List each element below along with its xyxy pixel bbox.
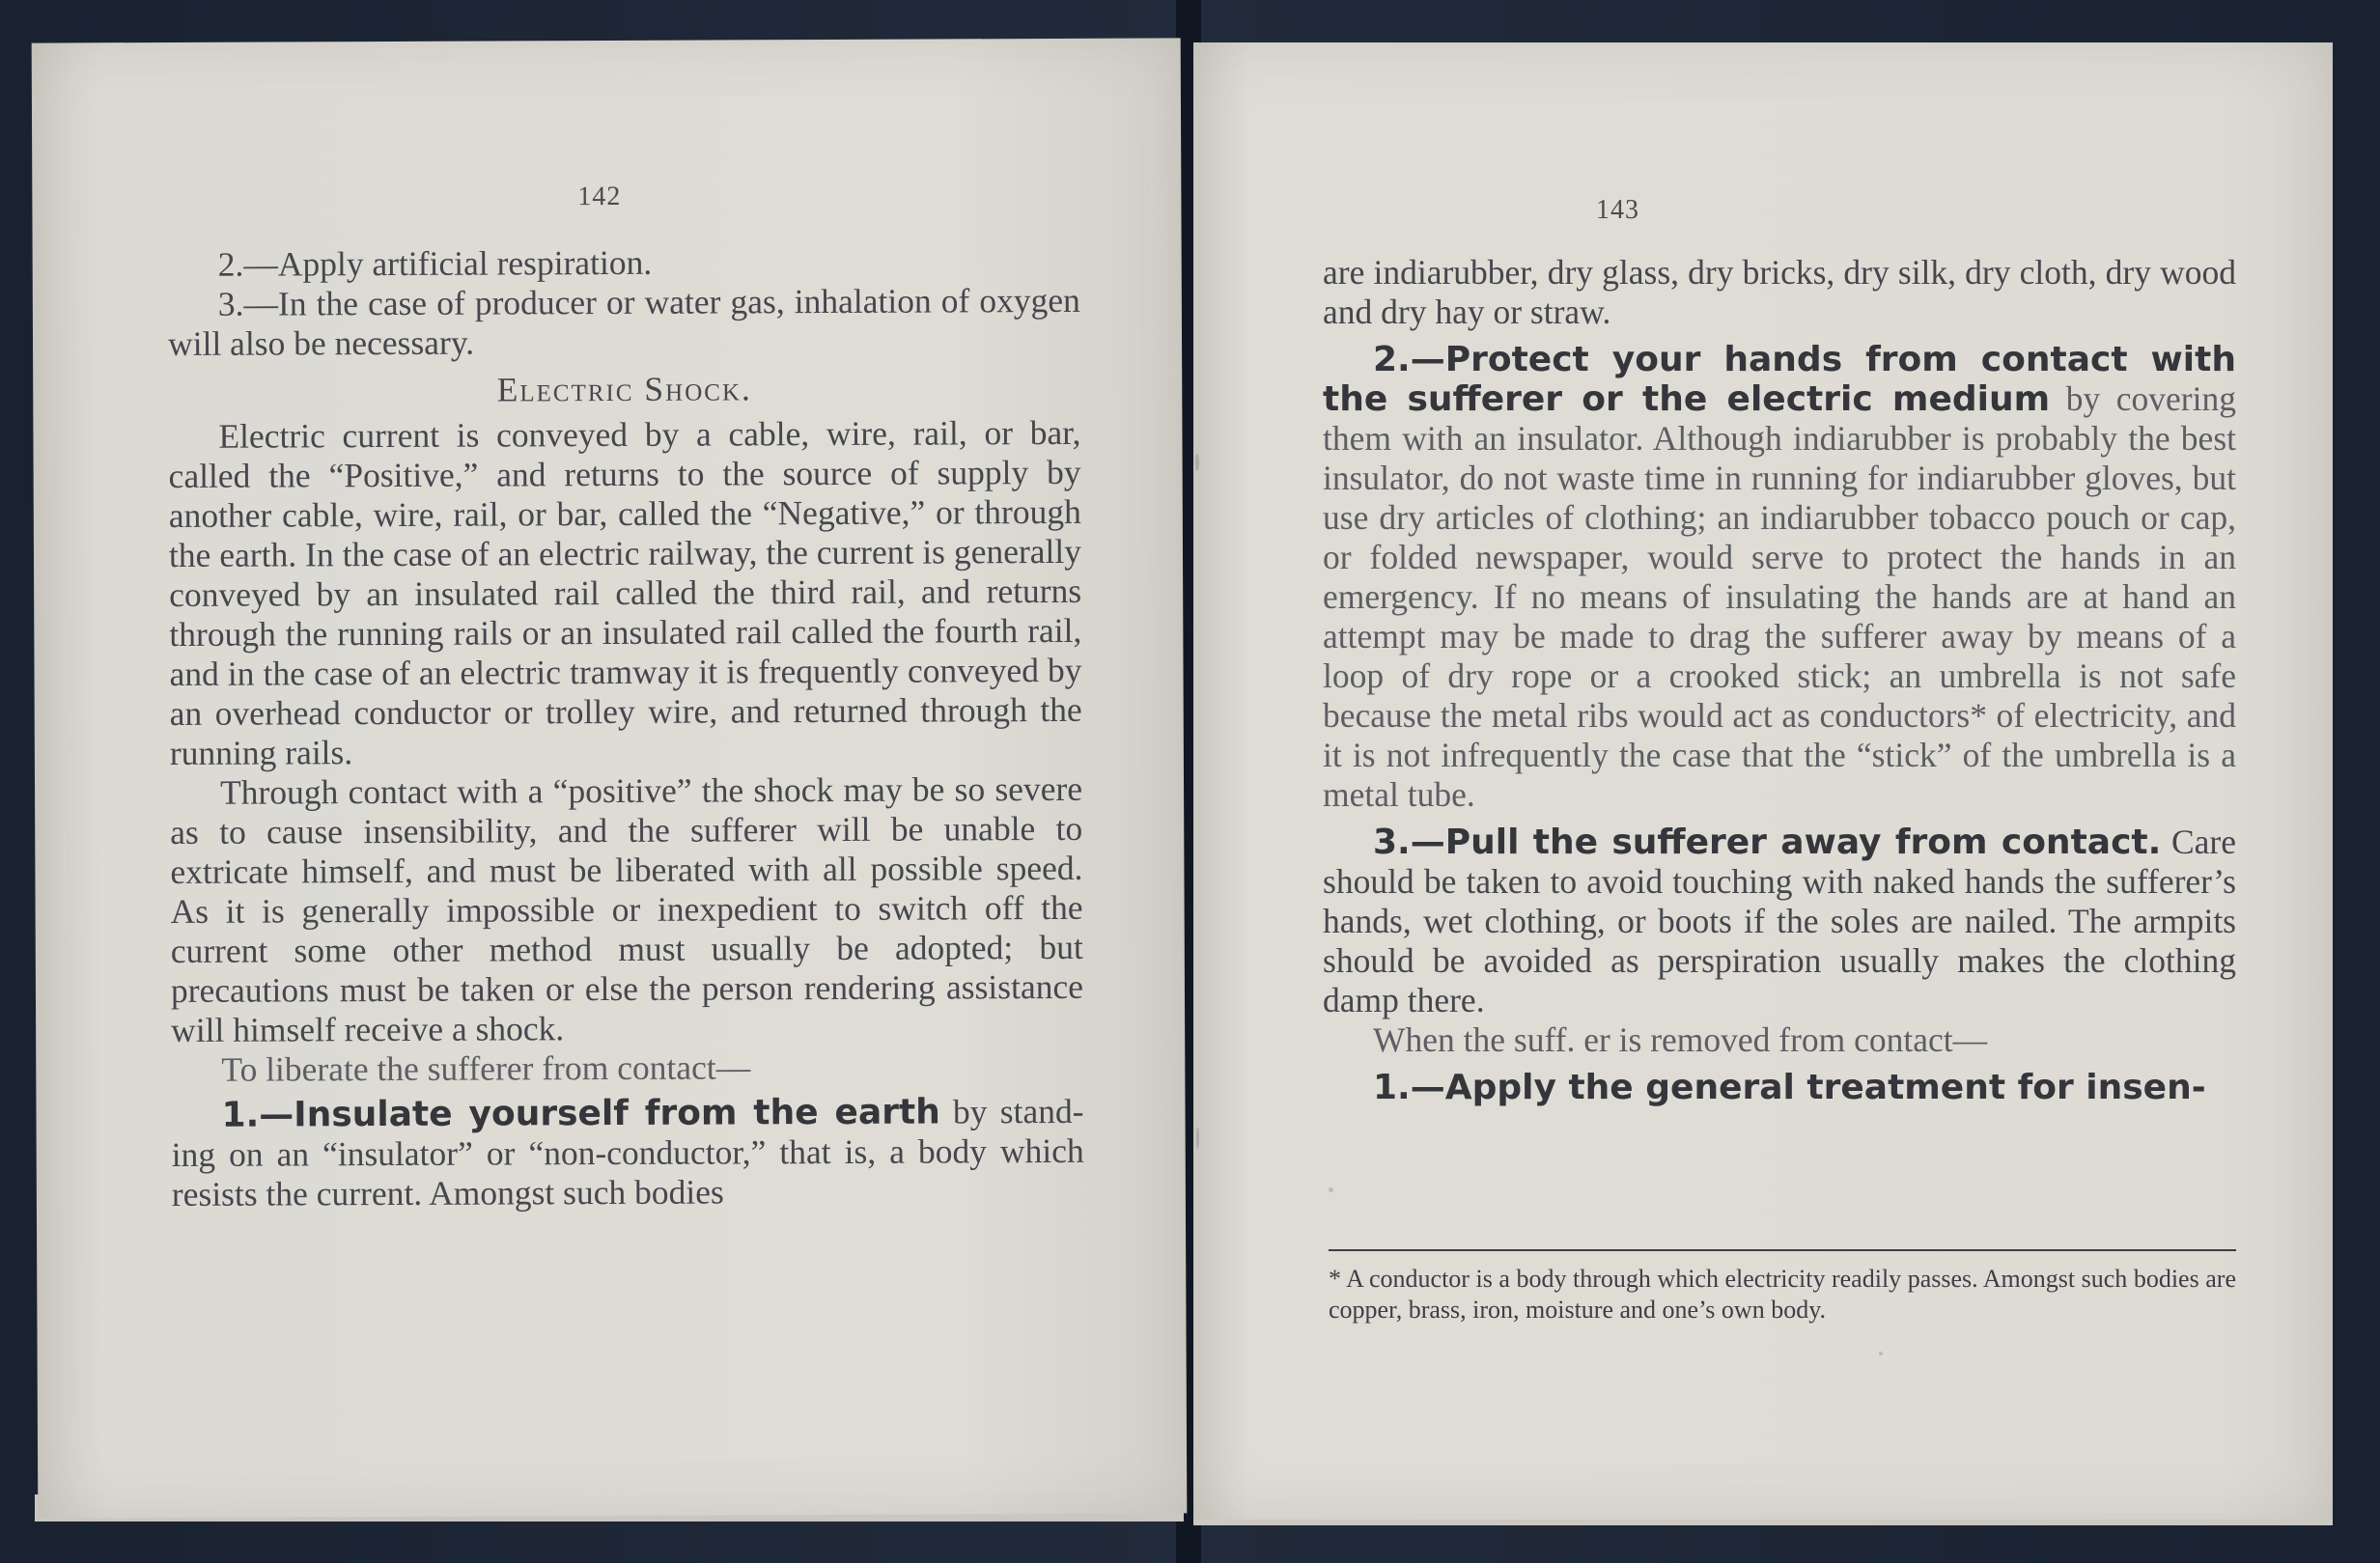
left-page-number: 142	[577, 181, 622, 212]
paragraph-electric-current: Electric current is conveyed by a cable, wire, rail, or bar, called the “Positive,” and returns to the source of supply by another cable, wire, rail, or bar, called the “Negative,” or through the earth. In the case of an electric railway, the current is generally conveyed by an insulated rail called the third rail, and returns through the running rails or an insulated rail called the fourth rail, and in the case of an electric tramway it is frequently conveyed by an overhead conductor or trolley wire, and returned through the running rails.	[168, 412, 1082, 772]
step-general-treatment	[1323, 1068, 2236, 1107]
step-pull-sufferer-text: Care should be taken to avoid touching with naked hands the sufferer’s hands, wet clothing, or boots if the soles are nailed. The armpits should be avoided as perspiration usually makes the clothing damp there.	[1323, 823, 2237, 1019]
step-protect-hands-text: by covering them with an insulator. Although indiarubber is probably the best insulator, do not waste time in running for indiarubber gloves, but use dry articles of clothing; an indiarubber tobacco pouch or cap, or folded newspaper, would serve to protect the hands in an emergency. If no means of insulating the hands are at hand an attempt may be made to drag the sufferer away by means of a loop of dry rope or a crooked stick; an umbrella is not safe because the metal ribs would act as conductors* of electricity, and it is not infrequently the case that the “stick” of the umbrella is a metal tube.	[1323, 379, 2236, 814]
left-page-body	[168, 241, 1084, 1214]
paragraph-contact-positive: Through contact with a “positive” the shock may be so severe as to cause insensibility, and the sufferer will be unable to extricate himself, and must be liberated with all possible speed. As it is generally impossible or inexpedient to switch off the current some other method must usually be adopted; but precautions must be taken or else the person rendering assistance will himself receive a shock.	[170, 768, 1084, 1049]
right-page-number: 143	[1596, 195, 1639, 225]
paragraph-when-removed: When the suff. er is removed from contact—	[1373, 1020, 1988, 1059]
footnote-conductor: * A conductor is a body through which electricity readily passes. Amongst such bodies are copper, brass, iron, moisture and one’s own body.	[1329, 1265, 2236, 1324]
step-general-treatment-title: 1.—Apply the general treatment for insen-	[1373, 1068, 2206, 1107]
scan-speck	[1195, 454, 1199, 471]
step-protect-hands-title: 2.—Protect your hands from contact with the sufferer or the electric medium	[1323, 340, 2236, 419]
scan-speck	[1879, 1352, 1883, 1355]
left-page	[32, 38, 1188, 1518]
step-insulate-yourself-text: by standing on an “insulator” or “non-conductor,” that is, a body which resists the current. Amongst such bodies	[171, 1091, 1084, 1214]
step-inhalation-oxygen: 3.—In the case of producer or water gas, inhalation of oxygen will also be necessary.	[167, 280, 1080, 363]
paragraph-liberate-sufferer: To liberate the sufferer from contact—	[221, 1047, 751, 1089]
paragraph-insulating-bodies: are indiarubber, dry glass, dry bricks, dry silk, dry cloth, dry wood and dry hay or straw.	[1323, 253, 2236, 331]
step-pull-sufferer	[1323, 823, 2236, 1020]
section-heading-electric-shock: Electric Shock.	[496, 369, 752, 409]
right-page	[1193, 42, 2333, 1520]
footnote-rule	[1329, 1249, 2236, 1251]
step-insulate-yourself	[171, 1092, 1084, 1214]
scan-speck	[1196, 1128, 1199, 1149]
step-protect-hands	[1323, 340, 2236, 815]
step-pull-sufferer-title: 3.—Pull the sufferer away from contact.	[1373, 823, 2162, 862]
step-insulate-yourself-title: 1.—Insulate yourself from the earth	[221, 1092, 940, 1135]
right-page-body	[1323, 253, 2236, 1107]
scan-speck	[1329, 1187, 1333, 1192]
step-artificial-respiration: 2.—Apply artificial respiration.	[217, 242, 653, 284]
